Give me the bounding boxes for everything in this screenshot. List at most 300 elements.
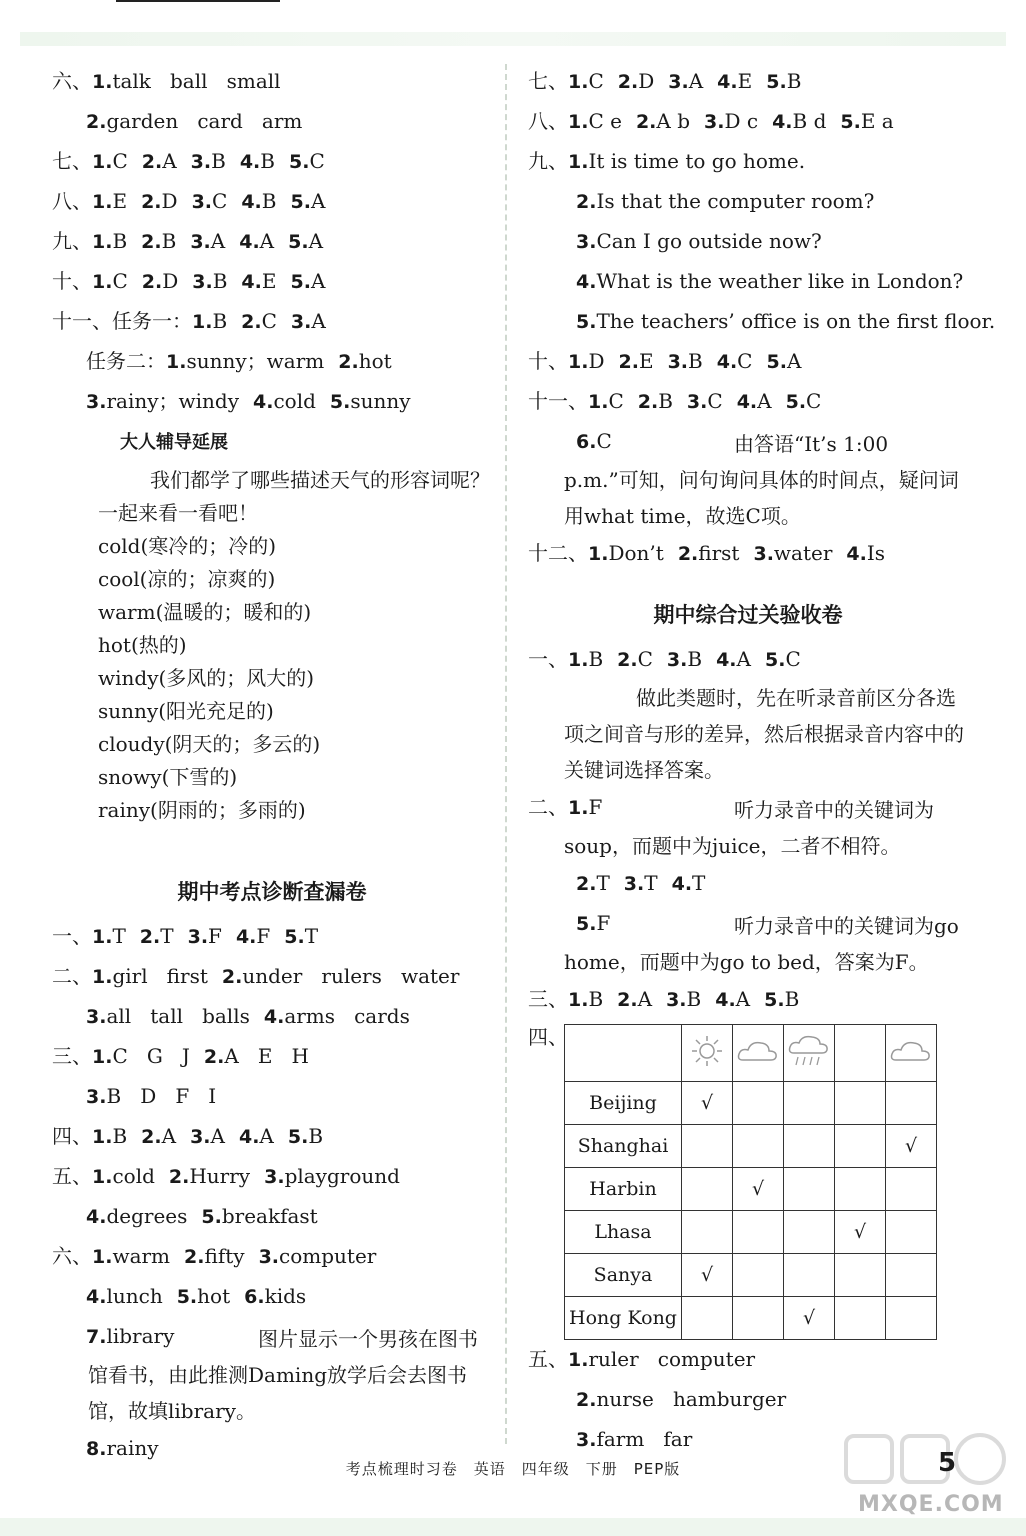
answer-text: B	[588, 647, 604, 671]
answer-text: B	[112, 1124, 128, 1148]
answer-text: C	[212, 189, 228, 213]
answer-line	[52, 142, 492, 182]
item-number: 1.	[192, 311, 213, 333]
answer-text: farm far	[596, 1427, 693, 1451]
city-cell: Beijing	[565, 1082, 682, 1125]
answer-text: A	[786, 349, 802, 373]
check-cell	[784, 1125, 835, 1168]
item-number: 2.	[184, 1246, 205, 1268]
question-number: 六、	[52, 1244, 92, 1268]
answer-text: F	[256, 924, 271, 948]
answer-text: D	[161, 189, 178, 213]
answer-text: E	[638, 349, 654, 373]
item-number: 1.	[92, 926, 113, 948]
item-number: 2.	[86, 111, 107, 133]
answer-line	[528, 302, 996, 342]
item-number: 5.	[288, 151, 310, 173]
tip-word: windy(多风的；风大的)	[98, 666, 315, 690]
answer-text: nurse hamburger	[596, 1387, 787, 1411]
answer-text: B	[784, 987, 800, 1011]
item-number: 5.	[766, 351, 787, 373]
answer-text: F	[208, 924, 222, 948]
answer-text: warm	[112, 1244, 171, 1268]
item-number: 3.	[666, 989, 687, 1011]
item-number: 1.	[568, 649, 589, 671]
tip-title: 大人辅导延展	[120, 432, 228, 453]
answer-text: A	[311, 309, 326, 333]
answer-text: fifty	[204, 1244, 245, 1268]
item-number: 1.	[568, 351, 589, 373]
answer-text: D	[638, 69, 655, 93]
answer-line	[528, 342, 968, 382]
item-number: 1.	[568, 989, 589, 1011]
item-number: 3.	[668, 71, 689, 93]
item-number: 1.	[166, 351, 187, 373]
item-number: 4.	[239, 151, 261, 173]
answer-line	[528, 640, 968, 680]
answer-text: A	[310, 189, 326, 213]
header-blank-cell	[835, 1025, 886, 1082]
item-number: 1.	[92, 151, 113, 173]
item-number: 3.	[666, 649, 688, 671]
section-title-left: 期中考点诊断查漏卷	[177, 880, 367, 904]
answer-text: cold	[112, 1164, 155, 1188]
item-number: 1.	[568, 111, 589, 133]
item-number: 1.	[92, 1126, 113, 1148]
answer-text: talk ball small	[112, 69, 281, 93]
answer-text: T	[644, 871, 658, 895]
answer-line	[528, 182, 968, 222]
answer-text: D c	[724, 109, 759, 133]
answer-text: A E H	[224, 1044, 309, 1068]
answer-text: girl first	[112, 964, 208, 988]
answer-text: E	[261, 269, 277, 293]
answer-text: The teachers’ office is on the first floor.	[596, 309, 996, 333]
answer-text: B	[112, 229, 128, 253]
city-cell: Lhasa	[565, 1211, 682, 1254]
item-number: 2.	[637, 391, 659, 413]
answer-line	[52, 997, 492, 1037]
item-number: 4.	[253, 391, 274, 413]
table-row	[565, 1211, 937, 1254]
answer-text: T	[160, 924, 174, 948]
check-cell: √	[784, 1297, 835, 1340]
item-number: 5.	[576, 311, 597, 333]
question-number: 任务二：	[86, 349, 166, 373]
right-answers-part1	[528, 62, 996, 574]
question-number: 十、	[52, 269, 92, 293]
tip-word: hot(热的)	[98, 633, 187, 657]
item-number: 4.	[86, 1206, 107, 1228]
item-number: 1.	[92, 271, 113, 293]
answer-text: B d	[792, 109, 827, 133]
answer-text: A	[259, 1124, 274, 1148]
footer-text: 考点梳理时习卷 英语 四年级 下册 PEP版	[345, 1460, 681, 1478]
item-number: 5.	[176, 1286, 198, 1308]
answer-line	[52, 917, 492, 957]
answer-text: Is that the computer room?	[596, 189, 875, 213]
city-cell: Harbin	[565, 1168, 682, 1211]
item-number: 4.	[576, 271, 597, 293]
answer-text: C	[785, 647, 801, 671]
item-number: 5.	[329, 391, 351, 413]
answer-line	[52, 1197, 492, 1237]
city-cell: Sanya	[565, 1254, 682, 1297]
answer-text: arms cards	[284, 1004, 410, 1028]
answer-text: kids	[264, 1284, 307, 1308]
answer-line	[528, 864, 968, 904]
left-answers-part2	[52, 917, 492, 1469]
cloudy-icon	[733, 1025, 784, 1082]
check-cell: √	[733, 1168, 784, 1211]
check-cell	[886, 1168, 937, 1211]
item-number: 2.	[635, 111, 657, 133]
answer-text: C G J	[112, 1044, 190, 1068]
item-number: 2.	[141, 151, 163, 173]
page-number: 5	[938, 1448, 957, 1478]
item-number: 5.	[766, 71, 787, 93]
top-band	[20, 32, 1006, 46]
sunny-icon	[682, 1025, 733, 1082]
item-number: 2.	[141, 231, 162, 253]
item-number: 2.	[241, 311, 262, 333]
answer-text: B D F I	[106, 1084, 217, 1108]
check-cell: √	[886, 1125, 937, 1168]
item-number: 5.	[785, 391, 807, 413]
check-cell	[733, 1082, 784, 1125]
item-number: 3.	[190, 151, 212, 173]
item-number: 2.	[617, 71, 639, 93]
answer-text: A	[736, 647, 751, 671]
answer-text: It is time to go home.	[588, 149, 806, 173]
question-number: 三、	[52, 1044, 92, 1068]
item-number: 1.	[588, 543, 609, 565]
answer-text: hot	[358, 349, 392, 373]
bottom-band	[0, 1518, 1026, 1536]
item-number: 1.	[92, 71, 113, 93]
answer-text: What is the weather like in London?	[596, 269, 964, 293]
answer-line	[528, 142, 968, 182]
answer-text: C	[637, 647, 653, 671]
answer-line	[528, 262, 968, 302]
tip-word: cool(凉的；凉爽的)	[98, 567, 276, 591]
answer-text: B	[786, 69, 802, 93]
answer-text: F	[588, 795, 603, 819]
answer-text: C	[806, 389, 822, 413]
answer-text: C	[112, 269, 128, 293]
answer-text: D	[162, 269, 179, 293]
answer-text: B	[688, 349, 703, 373]
item-number: 5.	[290, 191, 311, 213]
answer-text: B	[161, 229, 177, 253]
explanation-note: 由答语“It’s 1:00 p.m.”可知，问句询问具体的时间点，疑问词用what time，故选C项。	[564, 432, 959, 528]
answer-text: B	[211, 149, 226, 173]
item-number: 5.	[840, 111, 861, 133]
question-number: 一、	[528, 647, 568, 671]
answer-text: B	[260, 149, 275, 173]
item-number: 2.	[139, 926, 161, 948]
answer-text: E	[737, 69, 753, 93]
tip-word: cloudy(阴天的；多云的)	[98, 732, 321, 756]
answer-text: B	[686, 987, 702, 1011]
answer-line	[52, 1277, 492, 1317]
item-number: 2.	[677, 543, 699, 565]
check-cell	[733, 1297, 784, 1340]
answer-text: Can I go outside now?	[596, 229, 822, 253]
answer-text: A	[310, 269, 326, 293]
item-number: 3.	[86, 1086, 107, 1108]
item-number: 6.	[244, 1286, 265, 1308]
item-number: 1.	[92, 1046, 113, 1068]
item-number: 4.	[241, 191, 262, 213]
question-number: 九、	[528, 149, 568, 173]
answer-text: Is	[866, 541, 886, 565]
check-cell	[886, 1297, 937, 1340]
item-number: 4.	[86, 1286, 107, 1308]
check-cell	[835, 1082, 886, 1125]
answer-text: C	[737, 349, 753, 373]
item-number: 3.	[191, 191, 213, 213]
answer-text: Don’t	[608, 541, 664, 565]
item-number: 3.	[753, 543, 774, 565]
item-number: 1.	[568, 797, 589, 819]
tip-intro: 我们都学了哪些描述天气的形容词呢？一起来看一看吧！	[98, 468, 490, 525]
item-number: 3.	[258, 1246, 280, 1268]
answer-text: computer	[279, 1244, 377, 1268]
answer-text: A	[210, 1124, 225, 1148]
answer-text: B	[588, 987, 604, 1011]
answer-text: water	[773, 541, 833, 565]
answer-text: Hurry	[189, 1164, 251, 1188]
answer-text: C e	[588, 109, 622, 133]
answer-text: playground	[284, 1164, 400, 1188]
tip-word-list	[52, 530, 492, 827]
answer-text: B	[658, 389, 673, 413]
question-number: 十、	[528, 349, 568, 373]
answer-text: cold	[273, 389, 316, 413]
answer-text: C	[309, 149, 325, 173]
item-number: 2.	[141, 271, 163, 293]
answer-line	[528, 62, 968, 102]
item-number: 2.	[141, 191, 162, 213]
item-number: 2.	[338, 351, 359, 373]
table-row	[565, 1125, 937, 1168]
item-number: 3.	[264, 1166, 285, 1188]
item-number: 7.	[86, 1326, 107, 1348]
check-cell	[682, 1297, 733, 1340]
answer-text: rainy；windy	[106, 389, 240, 413]
answer-line	[528, 534, 968, 574]
item-number: 3.	[290, 311, 312, 333]
answer-line	[52, 1117, 492, 1157]
item-number: 3.	[190, 1126, 211, 1148]
watermark-text: MXQE.COM	[858, 1492, 1004, 1517]
answer-text: T	[304, 924, 319, 948]
item-number: 1.	[568, 151, 589, 173]
item-number: 1.	[568, 71, 589, 93]
item-number: 2.	[203, 1046, 225, 1068]
item-number: 3.	[192, 271, 213, 293]
question-number: 三、	[528, 987, 568, 1011]
tip-word: warm(温暖的；暖和的)	[98, 600, 312, 624]
top-rule	[116, 0, 280, 2]
item-number: 2.	[141, 1126, 162, 1148]
tip-word: rainy(阴雨的；多雨的)	[98, 798, 306, 822]
answer-text: T	[112, 924, 126, 948]
explanation-note: 听力录音中的关键词为soup，而题中为juice，二者不相符。	[564, 798, 934, 858]
check-cell: √	[835, 1211, 886, 1254]
table-header-row	[565, 1025, 937, 1082]
answer-text: breakfast	[221, 1204, 318, 1228]
city-cell: Hong Kong	[565, 1297, 682, 1340]
item-number: 4.	[235, 926, 257, 948]
answer-text: library	[106, 1324, 175, 1348]
answer-text: D	[588, 349, 605, 373]
item-number: 1.	[92, 231, 113, 253]
item-number: 4.	[241, 271, 262, 293]
item-number: 2.	[617, 989, 638, 1011]
item-number: 4.	[263, 1006, 285, 1028]
item-number: 3.	[576, 1429, 597, 1451]
question-number: 六、	[52, 69, 92, 93]
answer-text: C	[707, 389, 723, 413]
column-divider	[505, 64, 507, 1444]
check-cell	[682, 1125, 733, 1168]
item-number: 1.	[92, 966, 113, 988]
answer-text: E a	[860, 109, 894, 133]
answer-text: lunch	[106, 1284, 163, 1308]
answer-text: A	[162, 149, 177, 173]
item-number: 4.	[736, 391, 758, 413]
check-cell	[835, 1168, 886, 1211]
item-number: 5.	[287, 1126, 309, 1148]
question-number: 十一、	[528, 389, 588, 413]
check-cell	[733, 1254, 784, 1297]
answer-line	[52, 1237, 492, 1277]
weather-table-block	[528, 1024, 968, 1340]
answer-text: degrees	[106, 1204, 188, 1228]
answer-text: B	[212, 269, 228, 293]
answer-text: A	[161, 1124, 177, 1148]
answer-text: T	[596, 871, 610, 895]
question-number: 二、	[52, 964, 92, 988]
item-number: 3.	[704, 111, 725, 133]
item-number: 5.	[284, 926, 305, 948]
item-number: 2.	[576, 191, 597, 213]
answer-text: C	[112, 149, 128, 173]
answer-line	[528, 222, 968, 262]
check-cell	[835, 1254, 886, 1297]
item-number: 3.	[623, 873, 645, 895]
answer-text: A	[308, 229, 324, 253]
check-cell: √	[682, 1254, 733, 1297]
right-column	[528, 62, 996, 1460]
table-row	[565, 1082, 937, 1125]
question-number: 七、	[52, 149, 92, 173]
item-number: 6.	[576, 431, 597, 453]
answer-text: T	[692, 871, 706, 895]
answer-text: C	[261, 309, 277, 333]
answer-text: F	[596, 911, 611, 935]
answer-text: A	[757, 389, 772, 413]
item-number: 1.	[588, 391, 609, 413]
question-number: 二、	[528, 795, 568, 819]
answer-text: hot	[197, 1284, 231, 1308]
item-number: 5.	[201, 1206, 222, 1228]
check-cell	[886, 1082, 937, 1125]
answer-text: all tall balls	[106, 1004, 250, 1028]
answer-text: A b	[656, 109, 691, 133]
check-cell	[682, 1211, 733, 1254]
check-cell	[784, 1082, 835, 1125]
check-cell	[733, 1211, 784, 1254]
item-number: 1.	[92, 1246, 113, 1268]
item-number: 5.	[576, 913, 597, 935]
answer-text: ruler computer	[588, 1347, 756, 1371]
item-number: 3.	[190, 231, 211, 253]
answer-line	[52, 1077, 492, 1117]
check-cell	[784, 1211, 835, 1254]
answer-line	[528, 1340, 968, 1380]
item-number: 2.	[168, 1166, 190, 1188]
item-number: 2.	[576, 1389, 597, 1411]
item-number: 5.	[764, 989, 785, 1011]
left-answers-part1	[52, 62, 492, 422]
answer-text: A	[735, 987, 751, 1011]
answer-line	[52, 302, 492, 342]
check-cell	[835, 1297, 886, 1340]
answer-line	[52, 222, 492, 262]
explanation-note: 听力录音中的关键词为go home，而题中为go to bed，答案为F。	[564, 914, 959, 974]
answer-text: garden card arm	[106, 109, 303, 133]
right-answers-part2	[528, 640, 968, 1020]
tip-word: snowy(下雪的)	[98, 765, 238, 789]
table-row	[565, 1168, 937, 1211]
item-number: 3.	[576, 231, 597, 253]
question-number: 一、	[52, 924, 92, 948]
answer-line	[528, 382, 968, 422]
answer-line	[52, 102, 492, 142]
answer-line	[52, 1037, 492, 1077]
item-number: 1.	[92, 191, 113, 213]
answer-text: E	[112, 189, 128, 213]
answer-line	[52, 62, 492, 102]
table-row	[565, 1297, 937, 1340]
answer-line	[52, 262, 492, 302]
item-number: 3.	[86, 391, 107, 413]
answer-text: sunny；warm	[186, 349, 325, 373]
item-number: 4.	[772, 111, 793, 133]
question-number: 四、	[52, 1124, 92, 1148]
answer-text: B	[261, 189, 277, 213]
item-number: 3.	[86, 1006, 107, 1028]
answer-text: B	[212, 309, 228, 333]
answer-text: C	[588, 69, 604, 93]
answer-text: first	[698, 541, 740, 565]
tip-word: cold(寒冷的；冷的)	[98, 534, 277, 558]
city-cell: Shanghai	[565, 1125, 682, 1168]
header-empty-cell	[565, 1025, 682, 1082]
item-number: 4.	[715, 989, 736, 1011]
check-cell	[784, 1168, 835, 1211]
cloudy-icon	[886, 1025, 937, 1082]
item-number: 4.	[239, 231, 260, 253]
item-number: 1.	[92, 1166, 113, 1188]
answer-text: rainy	[106, 1436, 159, 1460]
table-prefix: 四、	[528, 1025, 568, 1049]
item-number: 5.	[288, 231, 309, 253]
answer-line	[52, 1157, 492, 1197]
